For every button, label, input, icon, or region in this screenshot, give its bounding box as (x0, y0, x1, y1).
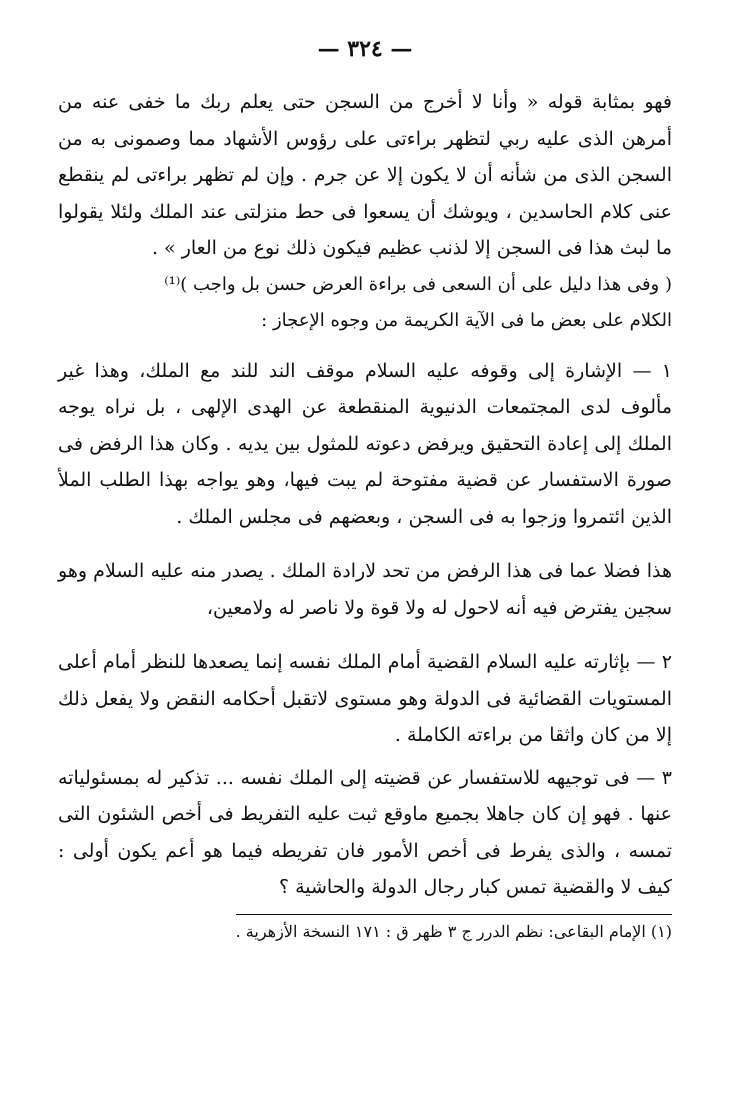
point-3: ٣ — فى توجيهه للاستفسار عن قضيته إلى الملك نفسه ... تذكير له بمسئولياته عنها . فهو إن كان جاهلا بجميع ماوقع ثبت عليه التفريط فى أخص الشئون التى تمسه ، والذى يفرط فى أخص الأمور فان تفريطه فيما هو أعم يكون أولى : كيف لا والقضية تمس كبار رجال الدولة والحاشية ؟ (58, 766, 672, 898)
point-1-continuation: هذا فضلا عما فى هذا الرفض من تحد لارادة الملك . يصدر منه عليه السلام وهو سجين يفترض فيه أنه لاحول له ولا قوة ولا ناصر له ولامعين، (58, 560, 672, 619)
footnote: (١) الإمام البقاعى: نظم الدرر ج ٣ ظهر ق : ١٧١ النسخة الأزهرية . (235, 921, 672, 941)
footnote-divider (236, 914, 672, 915)
point-2: ٢ — بإثارته عليه السلام القضية أمام الملك نفسه إنما يصعدها للنظر أمام أعلى المستويات القضائية فى الدولة وهو مستوى لاتقبل أحكامه النقض ولا يفعل ذلك إلا من كان واثقا من براءته الكاملة . (58, 651, 672, 746)
section-heading: الكلام على بعض ما فى الآية الكريمة من وجوه الإعجاز : (261, 309, 672, 331)
page-number: — ٣٢٤ — (317, 36, 413, 62)
intro-paragraph: فهو بمثابة قوله « وأنا لا أخرج من السجن حتى يعلم ربك ما خفى عنه من أمرهن الذى عليه ربي لتظهر براءتى على رؤوس الأشهاد مما وصمونى به من السجن الذى من شأنه أن لا يكون إلا عن جرم . وإن لم تظهر براءتى لم ينقطع عنى كلام الحاسدين ، ويوشك أن يسعوا فى حط منزلتى عند الملك ولئلا يقولوا ما لبث هذا فى السجن إلا لذنب عظيم فيكون ذلك نوع من العار » . (58, 91, 672, 259)
parenthetical-note: ( وفى هذا دليل على أن السعى فى براءة العرض حسن بل واجب )⁽¹⁾ (164, 273, 672, 295)
point-1: ١ — الإشارة إلى وقوفه عليه السلام موقف الند للند مع الملك، وهذا غير مألوف لدى المجتمعات الدنيوية المنقطعة عن الهدى الإلهى ، بل نراه يوجه الملك إلى إعادة التحقيق ويرفض دعوته للمثول بين يديه . وكان هذا الرفض فى صورة الاستفسار عن قضية مفتوحة لم يبت فيها، وهو يواجه بهذا الطلب الملأ الذين ائتمروا وزجوا به فى السجن ، وبعضهم فى مجلس الملك . (58, 359, 672, 528)
